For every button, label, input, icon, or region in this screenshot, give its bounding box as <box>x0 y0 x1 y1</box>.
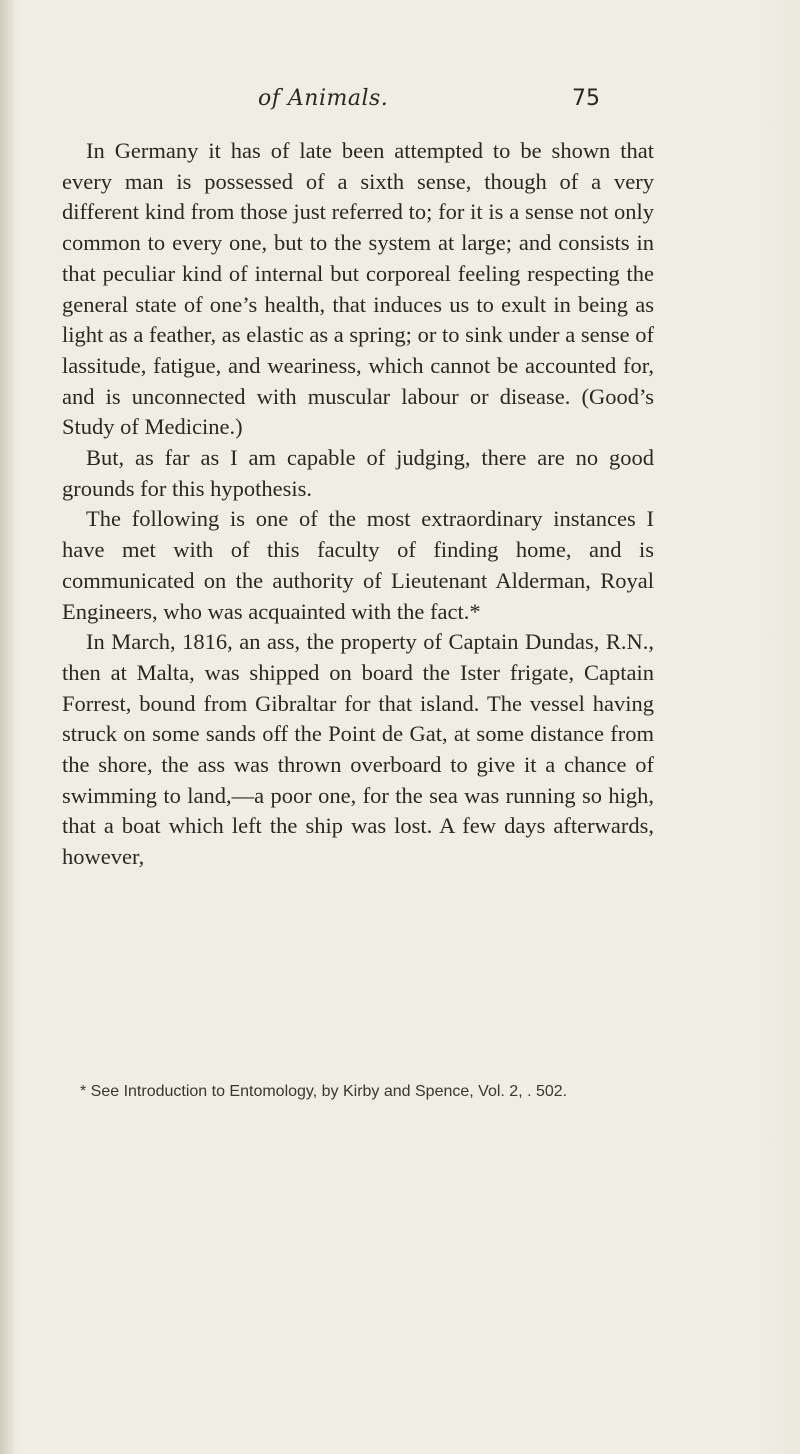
page-header <box>0 84 800 114</box>
page-gutter <box>0 0 14 1454</box>
running-head: of Animals. <box>258 86 389 111</box>
footnote: * See Introduction to Entomology, by Kirby and Spence, Vol. 2, . 502. <box>80 1083 568 1100</box>
paragraph: In Germany it has of late been attempted to be shown that every man is possessed of a sixth sense, though of a very different kind from those just referred to; for it is a sense not only common to every one, but to the system at large; and consists in that peculiar kind of internal but corporeal feeling respecting the general state of one’s health, that induces us to exult in being as light as a feather, as elastic as a spring; or to sink under a sense of lassitude, fatigue, and weariness, which cannot be accounted for, and is unconnected with muscular labour or disease. (Good’s Study of Medicine.) <box>62 138 654 440</box>
paragraph: But, as far as I am capable of judging, there are no good grounds for this hypothesis. <box>62 445 654 501</box>
page-number: 75 <box>572 86 600 111</box>
paragraph: In March, 1816, an ass, the property of Captain Dundas, R.N., then at Malta, was shipped on board the Ister frigate, Captain Forrest, bound from Gibraltar for that island. The vessel having struck on some sands off the Point de Gat, at some distance from the shore, the ass was thrown overboard to give it a chance of swimming to land,—a poor one, for the sea was running so high, that a boat which left the ship was lost. A few days afterwards, however, <box>62 629 654 870</box>
body-text <box>62 136 654 873</box>
paragraph: The following is one of the most extraordinary instances I have met with of this faculty of finding home, and is communicated on the authority of Lieutenant Alderman, Royal Engineers, who was acquainted with the fact.* <box>62 506 654 624</box>
